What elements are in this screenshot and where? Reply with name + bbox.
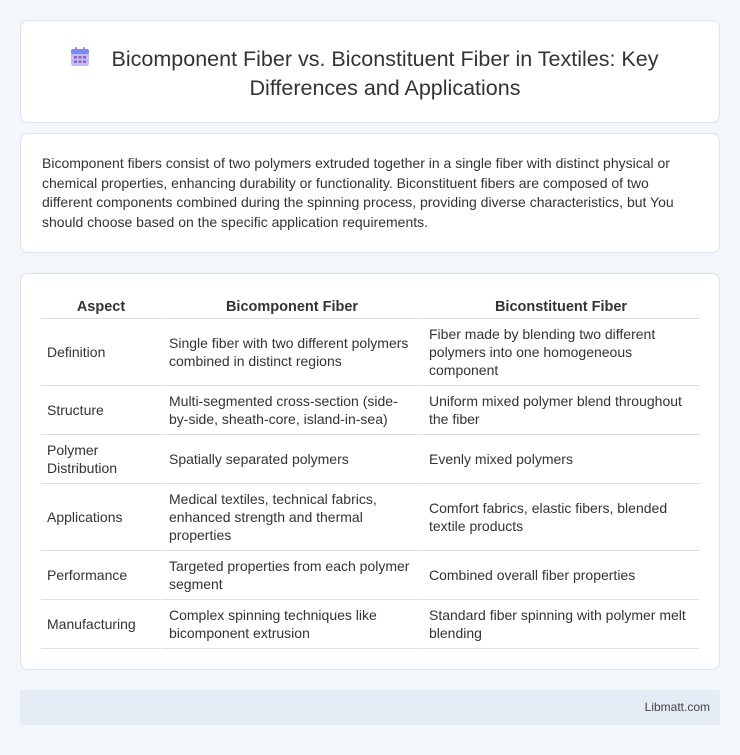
intro-card	[20, 133, 720, 253]
row-bicomponent: Single fiber with two different polymers combined in distinct regions	[161, 319, 421, 386]
comparison-table	[41, 296, 699, 649]
row-aspect: Structure	[41, 386, 161, 435]
row-aspect: Performance	[41, 551, 161, 600]
comparison-card	[20, 273, 720, 670]
row-bicomponent: Medical textiles, technical fabrics, enhanced strength and thermal properties	[161, 484, 421, 551]
intro-paragraph: Bicomponent fibers consist of two polymers extruded together in a single fiber with distinct physical or chemical properties, enhancing durability or functionality. Biconstituent fibers are composed of two different components combined during the spinning process, providing diverse characteristics, but You should choose based on the specific application requirements.	[42, 155, 674, 230]
row-biconstituent: Evenly mixed polymers	[421, 435, 699, 484]
row-biconstituent: Combined overall fiber properties	[421, 551, 699, 600]
row-biconstituent: Comfort fabrics, elastic fibers, blended textile products	[421, 484, 699, 551]
row-bicomponent: Complex spinning techniques like bicomponent extrusion	[161, 600, 421, 649]
row-aspect: Manufacturing	[41, 600, 161, 649]
table-row	[41, 386, 699, 435]
row-biconstituent: Standard fiber spinning with polymer melt blending	[421, 600, 699, 649]
table-header-row	[41, 296, 699, 319]
table-row	[41, 484, 699, 551]
row-bicomponent: Targeted properties from each polymer segment	[161, 551, 421, 600]
row-biconstituent: Uniform mixed polymer blend throughout the fiber	[421, 386, 699, 435]
table-row	[41, 319, 699, 386]
table-row	[41, 435, 699, 484]
row-bicomponent: Multi-segmented cross-section (side-by-side, sheath-core, island-in-sea)	[161, 386, 421, 435]
table-row	[41, 551, 699, 600]
page-title: Bicomponent Fiber vs. Biconstituent Fiber in Textiles: Key Differences and Applications	[111, 47, 659, 100]
footer-site-link[interactable]: Libmatt.com	[644, 700, 710, 714]
row-biconstituent: Fiber made by blending two different polymers into one homogeneous component	[421, 319, 699, 386]
title-card	[20, 20, 720, 123]
header-bicomponent: Bicomponent Fiber	[161, 296, 421, 319]
footer	[20, 690, 720, 725]
row-bicomponent: Spatially separated polymers	[161, 435, 421, 484]
header-aspect: Aspect	[41, 296, 161, 319]
row-aspect: Applications	[41, 484, 161, 551]
row-aspect: Polymer Distribution	[41, 435, 161, 484]
header-biconstituent: Biconstituent Fiber	[421, 296, 699, 319]
row-aspect: Definition	[41, 319, 161, 386]
table-row	[41, 600, 699, 649]
